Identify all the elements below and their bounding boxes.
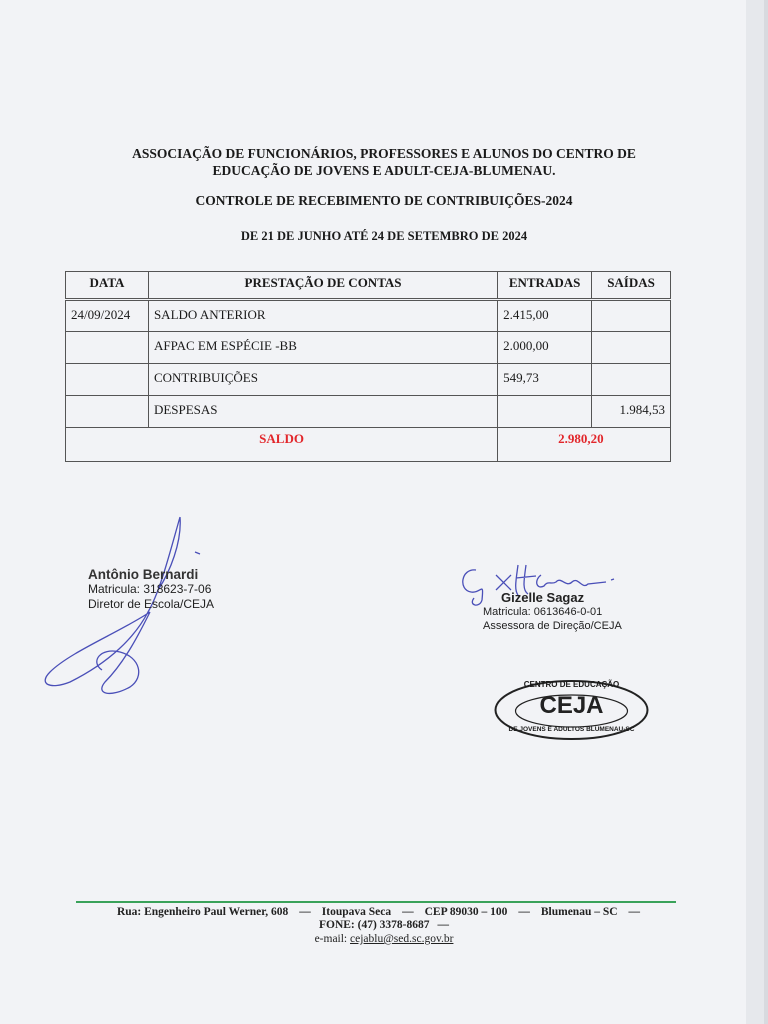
footer-phone: FONE: (47) 3378-8687 bbox=[318, 919, 430, 931]
signature-block-right bbox=[483, 591, 622, 633]
cell-saida bbox=[592, 332, 671, 364]
stamp-bottom-text: DE JOVENS E ADULTOS BLUMENAU-SC bbox=[508, 726, 635, 733]
cell-date bbox=[66, 364, 149, 396]
cell-saida: 1.984,53 bbox=[592, 396, 671, 428]
signer-role-left: Diretor de Escola/CEJA bbox=[88, 597, 215, 611]
cell-entrada: 549,73 bbox=[498, 364, 592, 396]
table-row bbox=[66, 396, 671, 428]
column-header-entradas: ENTRADAS bbox=[498, 272, 592, 300]
stamp-main-text: CEJA bbox=[539, 692, 604, 719]
saldo-label: SALDO bbox=[66, 428, 498, 462]
footer-phone-line: FONE: (47) 3378-8687 — bbox=[318, 919, 449, 931]
document-title: CONTROLE DE RECEBIMENTO DE CONTRIBUIÇÕES-2024 bbox=[195, 193, 573, 208]
table-row bbox=[66, 364, 671, 396]
cell-entrada: 2.415,00 bbox=[498, 300, 592, 332]
cell-description: AFPAC EM ESPÉCIE -BB bbox=[148, 332, 497, 364]
cell-saida bbox=[592, 364, 671, 396]
footer-email-label: e-mail: bbox=[314, 933, 348, 945]
table-row bbox=[66, 332, 671, 364]
signature-block-left bbox=[88, 567, 214, 612]
signer-name-right: Gizelle Sagaz bbox=[501, 590, 585, 605]
header-line-2: EDUCAÇÃO DE JOVENS E ADULT-CEJA-BLUMENAU. bbox=[212, 163, 556, 178]
cell-date bbox=[66, 396, 149, 428]
saldo-row bbox=[66, 428, 671, 462]
footer-cep: CEP 89030 – 100 bbox=[424, 906, 508, 918]
cell-description: CONTRIBUIÇÕES bbox=[148, 364, 497, 396]
cell-description: SALDO ANTERIOR bbox=[148, 300, 497, 332]
signer-matricula-right: Matricula: 0613646-0-01 bbox=[483, 606, 603, 618]
header-line-1: ASSOCIAÇÃO DE FUNCIONÁRIOS, PROFESSORES E ALUNOS DO CENTRO DE bbox=[132, 146, 636, 161]
footer-rule bbox=[76, 901, 676, 903]
header-association bbox=[0, 145, 768, 179]
column-header-saidas: SAÍDAS bbox=[592, 272, 671, 300]
signer-name-left: Antônio Bernardi bbox=[88, 567, 199, 582]
saldo-value: 2.980,20 bbox=[498, 428, 671, 462]
signer-matricula-left: Matricula: 318623-7-06 bbox=[88, 582, 212, 596]
cell-saida bbox=[592, 300, 671, 332]
cell-date: 24/09/2024 bbox=[66, 300, 149, 332]
footer-email-link[interactable]: cejablu@sed.sc.gov.br bbox=[350, 933, 454, 945]
signer-role-right: Assessora de Direção/CEJA bbox=[483, 620, 622, 632]
footer-street: Rua: Engenheiro Paul Werner, 608 bbox=[116, 906, 289, 918]
stamp-top-text: CENTRO DE EDUCAÇÃO bbox=[523, 680, 620, 689]
document-period: DE 21 DE JUNHO ATÉ 24 DE SETEMBRO DE 2024 bbox=[240, 229, 528, 243]
cell-description: DESPESAS bbox=[148, 396, 497, 428]
cell-date bbox=[66, 332, 149, 364]
footer-email-line bbox=[0, 933, 768, 945]
cell-entrada bbox=[498, 396, 592, 428]
column-header-prestacao: PRESTAÇÃO DE CONTAS bbox=[148, 272, 497, 300]
footer-city: Blumenau – SC bbox=[540, 906, 618, 918]
cell-entrada: 2.000,00 bbox=[498, 332, 592, 364]
footer-address: Rua: Engenheiro Paul Werner, 608 — Itoupava Seca — CEP 89030 – 100 — Blumenau – SC — bbox=[116, 906, 641, 918]
ceja-stamp bbox=[493, 678, 650, 742]
table-row bbox=[66, 300, 671, 332]
footer-district: Itoupava Seca bbox=[321, 906, 392, 918]
table-header-row bbox=[66, 272, 671, 300]
accounts-table bbox=[65, 271, 671, 462]
column-header-data: DATA bbox=[66, 272, 149, 300]
